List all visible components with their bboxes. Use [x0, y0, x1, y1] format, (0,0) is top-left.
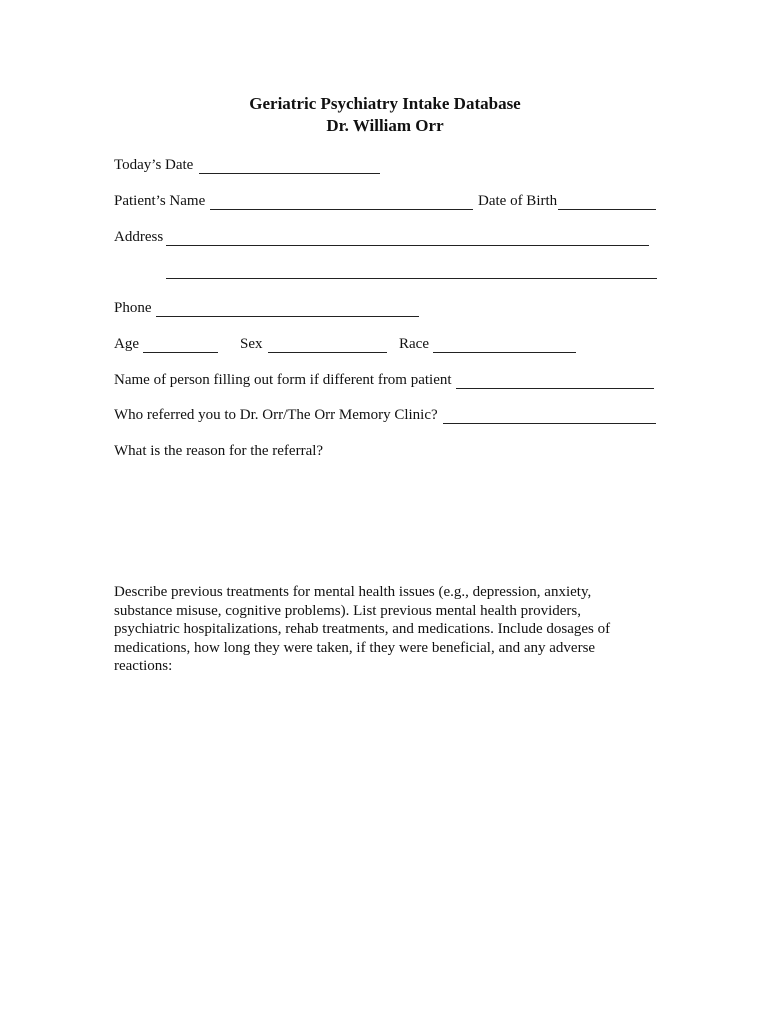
referred-by-label: Who referred you to Dr. Orr/The Orr Memory Clinic? — [114, 407, 438, 423]
todays-date-label: Today’s Date — [114, 157, 194, 173]
referral-reason-question: What is the reason for the referral? — [114, 443, 324, 459]
filler-name-label: Name of person filling out form if different from patient — [114, 372, 452, 388]
previous-treatments-line: Describe previous treatments for mental health issues (e.g., depression, anxiety, — [114, 584, 592, 600]
phone-field[interactable] — [156, 316, 419, 317]
age-field[interactable] — [143, 352, 218, 353]
patient-name-label: Patient’s Name — [114, 193, 206, 209]
age-label: Age — [114, 336, 139, 352]
filler-name-field[interactable] — [456, 388, 654, 389]
form-title: Geriatric Psychiatry Intake Database — [249, 94, 521, 113]
previous-treatments-line: reactions: — [114, 658, 173, 674]
race-field[interactable] — [433, 352, 576, 353]
patient-name-field[interactable] — [210, 209, 473, 210]
referred-by-field[interactable] — [443, 423, 656, 424]
previous-treatments-line: medications, how long they were taken, if they were beneficial, and any adverse — [114, 639, 596, 656]
previous-treatments-question — [114, 583, 634, 676]
sex-label: Sex — [240, 336, 263, 352]
previous-treatments-line: substance misuse, cognitive problems). List previous mental health providers, — [114, 602, 581, 619]
date-of-birth-label: Date of Birth — [478, 193, 558, 209]
doctor-name: Dr. William Orr — [326, 116, 444, 135]
address-label: Address — [114, 229, 164, 245]
previous-treatments-line: psychiatric hospitalizations, rehab treatments, and medications. Include dosages of — [114, 621, 611, 637]
sex-field[interactable] — [268, 352, 387, 353]
address-field-line-2[interactable] — [166, 278, 657, 279]
todays-date-field[interactable] — [199, 173, 380, 174]
previous-treatments-answer-area[interactable] — [114, 690, 656, 970]
date-of-birth-field[interactable] — [558, 209, 656, 210]
address-field-line-1[interactable] — [166, 245, 649, 246]
referral-reason-answer-area[interactable] — [114, 465, 656, 570]
race-label: Race — [399, 336, 429, 352]
phone-label: Phone — [114, 300, 152, 316]
